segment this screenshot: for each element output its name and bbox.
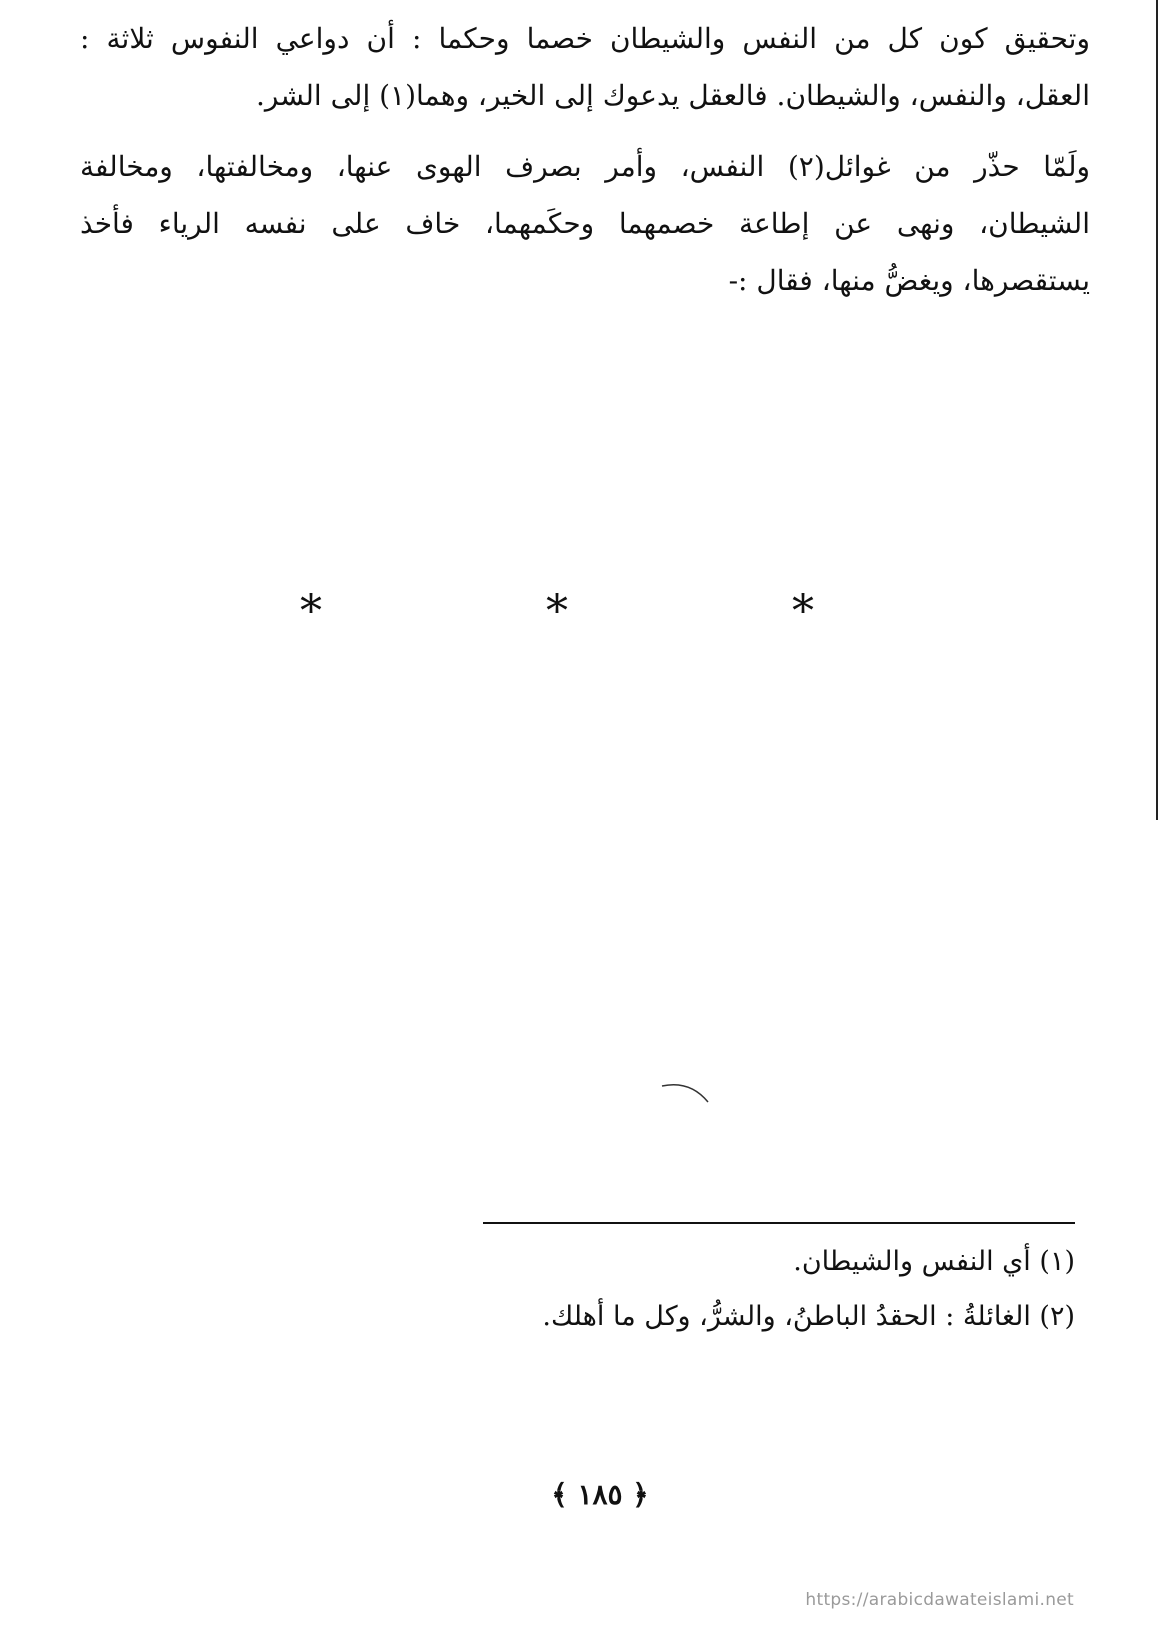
footnote-2: (٢) الغائلةُ : الحقدُ الباطنُ، والشرُّ، وكل ما أهلك. xyxy=(542,1301,1075,1332)
paragraph xyxy=(80,10,1090,124)
text-line: وتحقيق كون كل من النفس والشيطان خصما وحكما : أن دواعي النفوس ثلاثة : xyxy=(80,22,1090,55)
text-line: العقل، والنفس، والشيطان. فالعقل يدعوك إلى الخير، وهما(١) إلى الشر. xyxy=(256,79,1090,112)
scan-artifact-mark xyxy=(660,1080,720,1120)
footnote-separator xyxy=(483,1222,1075,1224)
section-divider xyxy=(0,586,1158,650)
footnote-1: (١) أي النفس والشيطان. xyxy=(793,1246,1075,1277)
footnotes xyxy=(483,1234,1075,1344)
asterisk-ornament-icon: * xyxy=(792,586,814,637)
text-line: ولَمّا حذّر من غوائل(٢) النفس، وأمر بصرف الهوى عنها، ومخالفتها، ومخالفة xyxy=(80,150,1090,183)
text-line: الشيطان، ونهى عن إطاعة خصمهما وحكَمهما، خاف على نفسه الرياء فأخذ xyxy=(80,207,1090,240)
page-number: ﴿ ١٨٥ ﴾ xyxy=(551,1478,649,1511)
asterisk-ornament-icon: * xyxy=(300,586,322,637)
text-line: يستقصرها، ويغضُّ منها، فقال :- xyxy=(728,264,1090,297)
watermark-url: https://arabicdawateislami.net xyxy=(805,1590,1074,1610)
asterisk-ornament-icon: * xyxy=(546,586,568,637)
main-text xyxy=(80,10,1090,309)
paragraph xyxy=(80,138,1090,309)
